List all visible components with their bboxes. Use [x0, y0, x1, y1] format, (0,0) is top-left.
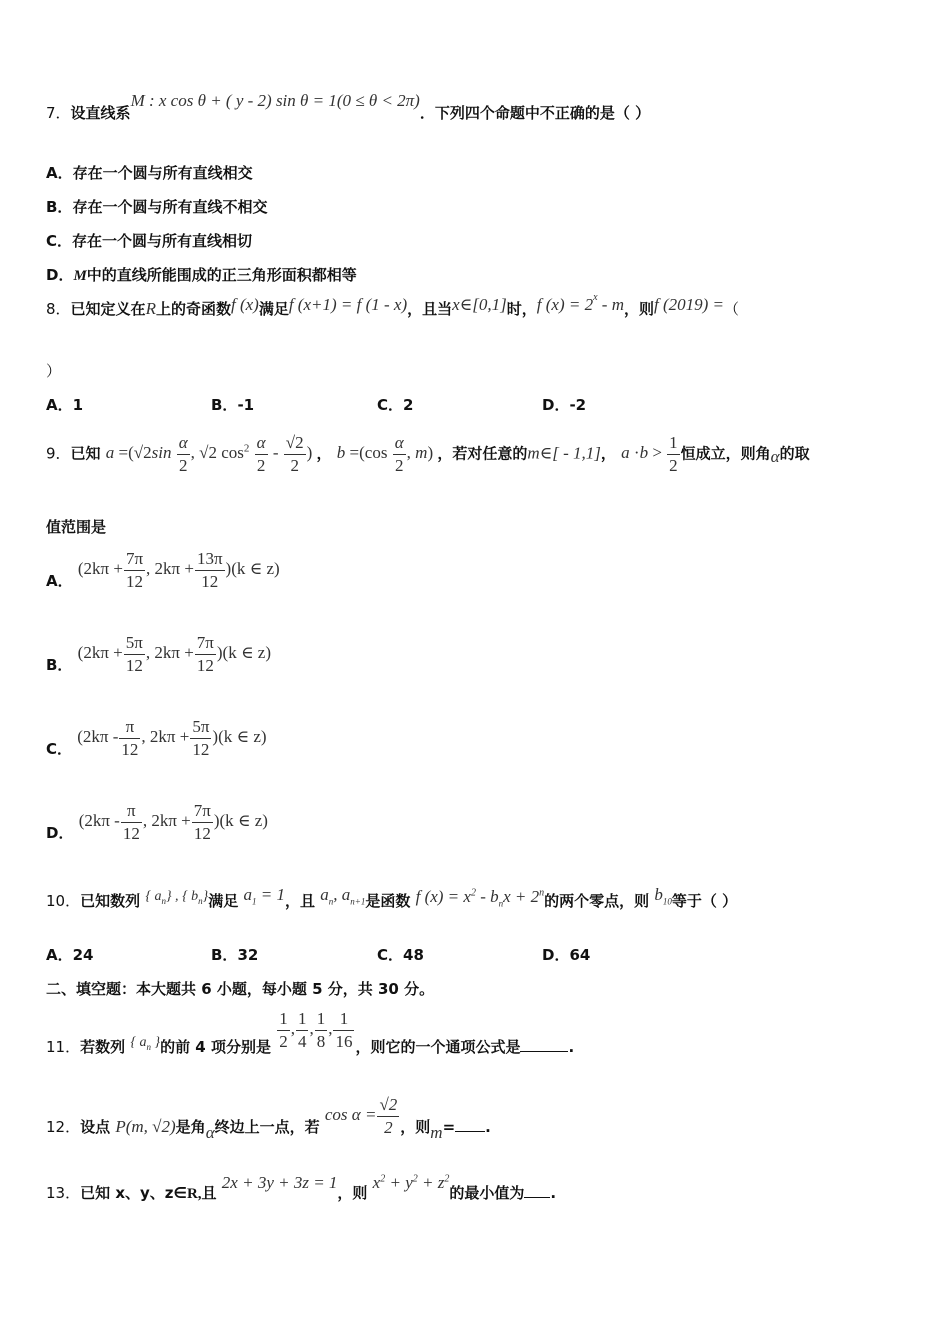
q7-text-post: ．下列四个命题中不正确的是（ ） [419, 104, 651, 122]
q7-option-b[interactable]: B．存在一个圆与所有直线不相交 [46, 198, 268, 216]
q11-answer-blank[interactable] [520, 1051, 568, 1052]
q9-option-d[interactable]: D． (2kπ - $\frac{\pi}{12}$ , 2kπ + $\frac{7\pi}{12}$ )(k ∈ z) [46, 801, 268, 843]
section-heading: 二、填空题：本大题共 6 小题，每小题 5 分，共 30 分。 [46, 980, 435, 998]
q7-option-d[interactable]: D．M中的直线所能围成的正三角形面积都相等 [46, 266, 357, 284]
q8-stem-cont: ） [46, 362, 62, 380]
q9-stem: 9．已知 a =(√2sin $\frac{\alpha}{2}$ , √2 $\cos^2$ $\frac{\alpha}{2}$ - $\frac{√2}{2}$ ) ， b =(cos $\frac{\alpha}{2}$ , m) ，若对任意的m∈[ - 1,1]， a ·b > $\frac{1}{2}$ 恒成立，则角α的取 [46, 433, 810, 475]
q10-stem: 10．已知数列 { $a_n$} , { $b_n$}满足 $a_1 = 1$，且 $a_n$, $a_{n+1}$是函数 f $(x) = x^2 - b_nx + 2^n$的两个零点，则 $b_{10}$等于（ ） [46, 885, 738, 910]
q9-option-c[interactable]: C． (2kπ - $\frac{\pi}{12}$ , 2kπ + $\frac{5\pi}{12}$ )(k ∈ z) [46, 717, 267, 759]
q8-stem: 8．已知定义在R上的奇函数f (x)满足f (x+1) = f (1 - x)，且当x∈[0,1]时，f $(x) = 2^x - m$，则f (2019) =（ [46, 292, 740, 318]
q8-option-c[interactable]: C．2 [377, 396, 414, 414]
q12-answer-blank[interactable] [455, 1131, 485, 1132]
q10-option-d[interactable]: D．64 [542, 946, 591, 964]
q8-option-d[interactable]: D．-2 [542, 396, 587, 414]
q9-stem-cont: 值范围是 [46, 518, 107, 536]
q7-math: M : x cos θ + ( y - 2) sin θ = 1(0 ≤ θ < 2π) [130, 91, 420, 110]
q10-option-a[interactable]: A．24 [46, 946, 94, 964]
q9-dot-expr: a ·b > $\frac{1}{2}$ [621, 433, 678, 475]
q9-vector-b-expr: b =(cos $\frac{\alpha}{2}$ , m) [336, 433, 438, 475]
q7-stem [46, 91, 651, 123]
q9-option-a[interactable]: A． (2kπ + $\frac{7\pi}{12}$ , 2kπ + $\frac{13\pi}{12}$ )(k ∈ z) [46, 549, 280, 591]
q13-stem: 13．已知 x、y、z∈R,且 2x + 3y + 3z = 1，则 $x^2 + y^2 + z^2$的最小值为 . [46, 1173, 557, 1202]
q9-vector-a-expr: a =(√2sin $\frac{\alpha}{2}$ , √2 $\cos^2$ $\frac{\alpha}{2}$ - $\frac{√2}{2}$ ) [105, 433, 317, 475]
q10-option-c[interactable]: C．48 [377, 946, 424, 964]
q7-option-c[interactable]: C．存在一个圆与所有直线相切 [46, 232, 253, 250]
q7-option-a[interactable]: A．存在一个圆与所有直线相交 [46, 164, 253, 182]
q11-stem: 11．若数列 { $a_n$ }的前 4 项分别是 $\frac{1}{2}$ , $\frac{1}{4}$ , $\frac{1}{8}$ , $\frac{1}{16}$ ，则它的一个通项公式是 . [46, 1009, 575, 1057]
q12-stem: 12．设点 P(m, √2)是角α终边上一点，若 cos α = $\frac{√2}{2}$ ，则m= . [46, 1095, 491, 1143]
q8-option-a[interactable]: A．1 [46, 396, 84, 414]
q10-option-b[interactable]: B．32 [211, 946, 259, 964]
q8-option-b[interactable]: B．-1 [211, 396, 255, 414]
q7-text: 设直线系 [70, 104, 131, 122]
q13-answer-blank[interactable] [524, 1197, 550, 1198]
q9-option-b[interactable]: B． (2kπ + $\frac{5\pi}{12}$ , 2kπ + $\frac{7\pi}{12}$ )(k ∈ z) [46, 633, 271, 675]
q7-number: 7． [46, 104, 71, 122]
